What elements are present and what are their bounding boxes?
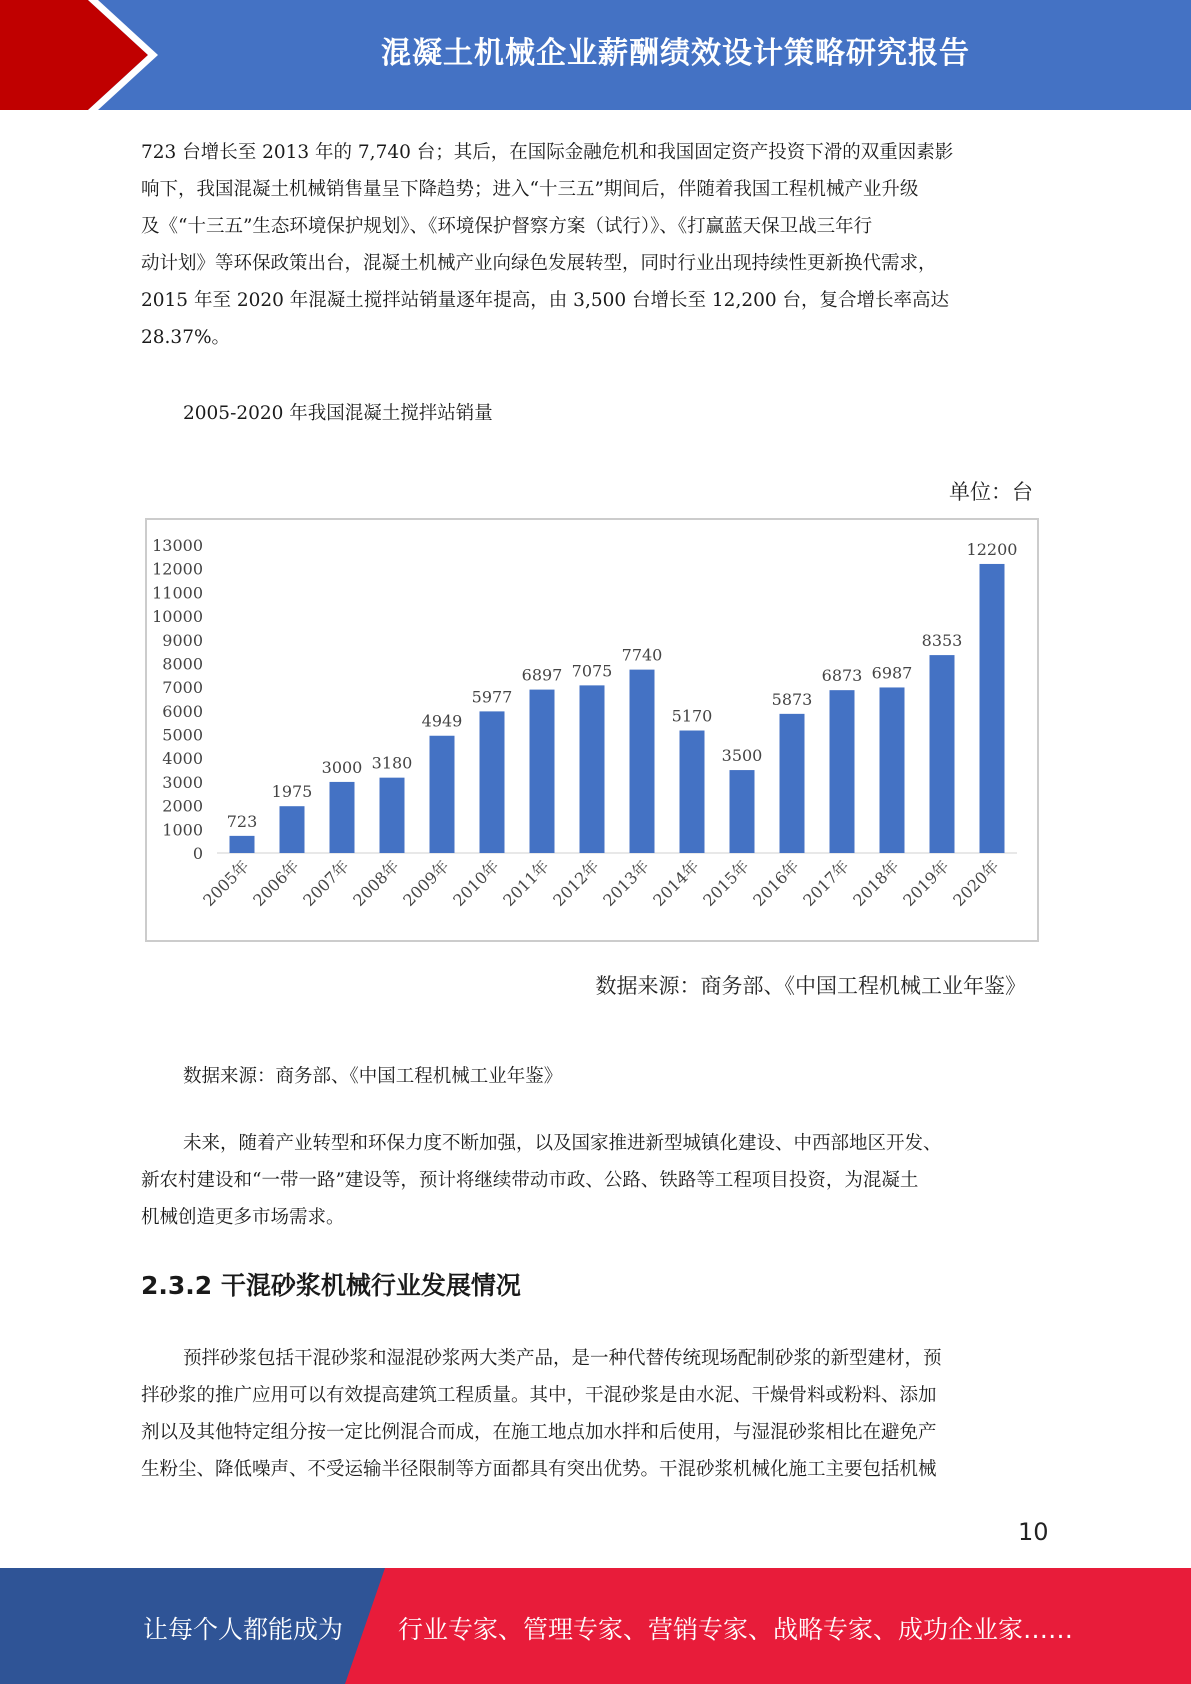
text-line: 28.37%。 (141, 327, 231, 348)
x-tick-label: 2015年 (699, 856, 753, 910)
bar-2016年 (780, 714, 805, 853)
data-label: 7075 (571, 661, 613, 681)
bar-2006年 (280, 806, 305, 853)
y-tick-label: 11000 (152, 583, 203, 603)
text-line: 生粉尘、降低噪声、不受运输半径限制等方面都具有突出优势。干混砂浆机械化施工主要包括机械 (141, 1459, 937, 1480)
header-red-arrow (0, 0, 160, 110)
text-line: 动计划》等环保政策出台，混凝土机械产业向绿色发展转型，同时行业出现持续性更新换代需求， (141, 253, 937, 274)
y-tick-label: 8000 (162, 654, 203, 674)
x-tick-label: 2019年 (899, 856, 953, 910)
bar-2005年 (230, 836, 255, 853)
source-note: 数据来源：商务部、《中国工程机械工业年鉴》 (183, 1066, 563, 1087)
bar-chart (145, 518, 1039, 942)
y-tick-label: 3000 (162, 772, 203, 792)
footer-banner (0, 1568, 1191, 1684)
bar-2015年 (730, 770, 755, 853)
x-tick-label: 2010年 (449, 856, 503, 910)
y-tick-label: 7000 (162, 678, 203, 698)
data-label: 6873 (821, 666, 863, 686)
data-label: 12200 (966, 539, 1018, 559)
y-tick-label: 9000 (162, 630, 203, 650)
y-tick-label: 5000 (162, 725, 203, 745)
x-tick-label: 2007年 (299, 856, 353, 910)
data-label: 723 (226, 811, 258, 831)
footer-slogan-left: 让每个人都能成为 (143, 1615, 344, 1644)
x-tick-label: 2012年 (549, 856, 603, 910)
text-line: 未来，随着产业转型和环保力度不断加强，以及国家推进新型城镇化建设、中西部地区开发、 (183, 1133, 942, 1154)
data-label: 6897 (521, 665, 563, 685)
y-tick-label: 6000 (162, 701, 203, 721)
text-line: 2015 年至 2020 年混凝土搅拌站销量逐年提高，由 3,500 台增长至 12,200 台，复合增长率高达 (141, 290, 950, 311)
text-line: 预拌砂浆包括干混砂浆和湿混砂浆两大类产品，是一种代替传统现场配制砂浆的新型建材，预 (183, 1348, 942, 1369)
x-tick-label: 2008年 (349, 856, 403, 910)
bar-2012年 (580, 685, 605, 853)
text-line: 723 台增长至 2013 年的 7,740 台；其后，在国际金融危机和我国固定资产投资下滑的双重因素影 (141, 142, 954, 163)
x-tick-label: 2005年 (199, 856, 253, 910)
data-label: 5170 (671, 706, 713, 726)
x-tick-label: 2006年 (249, 856, 303, 910)
page-number: 10 (1018, 1518, 1049, 1546)
bar-2019年 (930, 655, 955, 853)
report-title: 混凝土机械企业薪酬绩效设计策略研究报告 (381, 36, 970, 71)
x-tick-label: 2009年 (399, 856, 453, 910)
chart-source-label: 数据来源：商务部、《中国工程机械工业年鉴》 (595, 974, 1026, 998)
text-line: 机械创造更多市场需求。 (141, 1207, 345, 1228)
bar-chart-svg (147, 520, 1037, 940)
text-line: 及《“十三五”生态环境保护规划》、《环境保护督察方案（试行）》、《打赢蓝天保卫战三年行 (141, 216, 873, 237)
x-tick-label: 2020年 (949, 856, 1003, 910)
data-label: 5873 (771, 689, 813, 709)
data-label: 5977 (471, 687, 513, 707)
data-label: 8353 (921, 631, 963, 651)
bar-2009年 (430, 736, 455, 853)
y-tick-label: 0 (192, 844, 203, 863)
data-label: 7740 (621, 645, 663, 665)
y-tick-label: 1000 (162, 820, 203, 840)
bar-2010年 (480, 711, 505, 853)
data-label: 3000 (321, 757, 363, 777)
bar-2018年 (880, 687, 905, 853)
x-tick-label: 2013年 (599, 856, 653, 910)
y-tick-label: 2000 (162, 796, 203, 816)
data-label: 4949 (421, 711, 463, 731)
bar-2007年 (330, 782, 355, 853)
bar-2017年 (830, 690, 855, 853)
chart-caption: 2005-2020 年我国混凝土搅拌站销量 (183, 403, 493, 424)
y-tick-label: 13000 (152, 536, 203, 555)
bar-2011年 (530, 690, 555, 853)
data-label: 6987 (871, 663, 913, 683)
x-tick-label: 2014年 (649, 856, 703, 910)
x-tick-label: 2017年 (799, 856, 853, 910)
text-line: 响下，我国混凝土机械销售量呈下降趋势；进入“十三五”期间后，伴随着我国工程机械产业升级 (141, 179, 919, 200)
data-label: 3180 (371, 753, 413, 773)
bar-2014年 (680, 731, 705, 853)
bar-2013年 (630, 670, 655, 853)
data-label: 1975 (271, 782, 313, 802)
body-paragraph-3 (141, 1340, 1046, 1488)
chart-unit-label: 单位：台 (949, 480, 1033, 504)
x-tick-label: 2016年 (749, 856, 803, 910)
body-paragraph-2 (141, 1125, 1046, 1236)
x-tick-label: 2018年 (849, 856, 903, 910)
text-line: 拌砂浆的推广应用可以有效提高建筑工程质量。其中，干混砂浆是由水泥、干燥骨料或粉料、添加 (141, 1385, 937, 1406)
text-line: 新农村建设和“一带一路”建设等，预计将继续带动市政、公路、铁路等工程项目投资，为混凝土 (141, 1170, 919, 1191)
y-tick-label: 12000 (152, 559, 203, 579)
body-paragraph-1 (141, 134, 1046, 356)
y-tick-label: 10000 (152, 607, 203, 627)
bar-2008年 (380, 778, 405, 853)
bar-2020年 (980, 564, 1005, 853)
header-banner (0, 0, 1191, 110)
data-label: 3500 (721, 746, 763, 766)
y-tick-label: 4000 (162, 749, 203, 769)
text-line: 剂以及其他特定组分按一定比例混合而成，在施工地点加水拌和后使用，与湿混砂浆相比在避免产 (141, 1422, 937, 1443)
footer-slogan-right: 行业专家、管理专家、营销专家、战略专家、成功企业家…… (398, 1615, 1074, 1644)
section-heading: 2.3.2 干混砂浆机械行业发展情况 (141, 1271, 521, 1300)
x-tick-label: 2011年 (499, 856, 553, 910)
